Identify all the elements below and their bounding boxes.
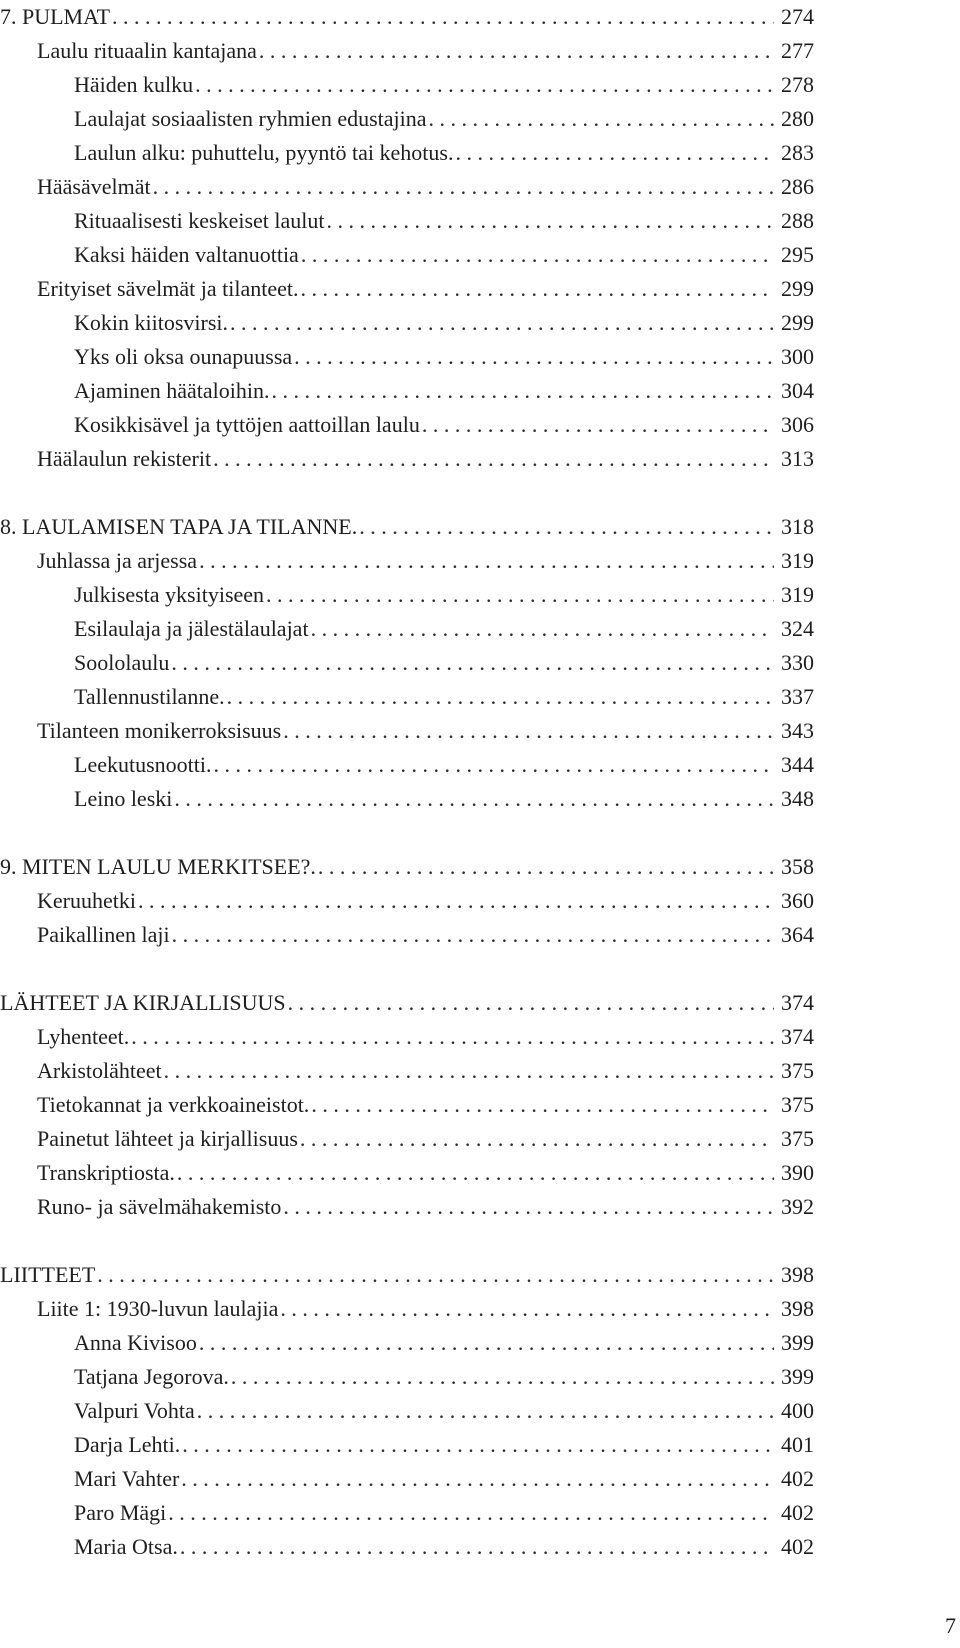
toc-entry	[0, 1292, 814, 1326]
toc-entry-page-number: 344	[781, 752, 814, 777]
toc-entry	[0, 1088, 814, 1122]
toc-entry-title: Paro Mägi	[74, 1500, 167, 1525]
toc-section	[0, 850, 814, 952]
toc-chapter-entry	[0, 850, 814, 884]
toc-entry-title: Kaksi häiden valtanuottia	[74, 242, 299, 267]
toc-entry-page-number: 360	[781, 888, 814, 913]
toc-entry-title: Laulu rituaalin kantajana	[37, 38, 257, 63]
toc-entry-page-number: 319	[781, 582, 814, 607]
dot-leader	[166, 1496, 774, 1530]
toc-entry-title: Lyhenteet.	[37, 1024, 130, 1049]
toc-entry-title: Arkistolähteet	[37, 1058, 162, 1083]
toc-entry-title: Juhlassa ja arjessa	[37, 548, 198, 573]
toc-entry-title: Tietokannat ja verkkoaineistot.	[37, 1092, 310, 1117]
dot-leader	[95, 1258, 774, 1292]
toc-entry-page-number: 358	[781, 854, 814, 879]
toc-entry	[0, 68, 814, 102]
dot-leader	[325, 204, 774, 238]
toc-entry	[0, 578, 814, 612]
toc-entry-page-number: 313	[781, 446, 814, 471]
toc-entry-page-number: 300	[781, 344, 814, 369]
toc-entry-title: Tatjana Jegorova.	[74, 1364, 229, 1389]
toc-entry-title: Häiden kulku	[74, 72, 194, 97]
toc-entry	[0, 544, 814, 578]
toc-entry-title: Anna Kivisoo	[74, 1330, 197, 1355]
toc-entry-title: 8. LAULAMISEN TAPA JA TILANNE.	[0, 514, 358, 539]
dot-leader	[175, 1156, 774, 1190]
toc-entry-title: 7. PULMAT	[0, 4, 111, 29]
toc-entry-page-number: 299	[781, 276, 814, 301]
page-number: 7	[945, 1613, 956, 1638]
toc-entry-title: 9. MITEN LAULU MERKITSEE?.	[0, 854, 316, 879]
toc-entry-page-number: 304	[781, 378, 814, 403]
dot-leader	[299, 238, 774, 272]
toc-entry-page-number: 400	[781, 1398, 814, 1423]
toc-entry	[0, 646, 814, 680]
toc-entry	[0, 170, 814, 204]
toc-entry-title: Leekutusnootti.	[74, 752, 212, 777]
toc-entry-page-number: 324	[781, 616, 814, 641]
toc-entry	[0, 714, 814, 748]
dot-leader	[211, 442, 774, 476]
toc-entry-page-number: 390	[781, 1160, 814, 1185]
toc-entry	[0, 782, 814, 816]
dot-leader	[197, 544, 774, 578]
toc-entry	[0, 34, 814, 68]
dot-leader	[169, 646, 774, 680]
toc-entry-page-number: 288	[781, 208, 814, 233]
dot-leader	[229, 1360, 774, 1394]
dot-leader	[453, 136, 774, 170]
dot-leader	[292, 340, 774, 374]
toc-entry-page-number: 319	[781, 548, 814, 573]
toc-entry	[0, 1428, 814, 1462]
dot-leader	[179, 1462, 774, 1496]
toc-entry-page-number: 277	[781, 38, 814, 63]
toc-entry	[0, 1190, 814, 1224]
dot-leader	[129, 1020, 774, 1054]
dot-leader	[172, 782, 774, 816]
toc-entry-page-number: 375	[781, 1092, 814, 1117]
dot-leader	[178, 1530, 774, 1564]
toc-entry-title: Rituaalisesti keskeiset laulut	[74, 208, 325, 233]
toc-entry-page-number: 402	[781, 1500, 814, 1525]
dot-leader	[357, 510, 774, 544]
dot-leader	[278, 1292, 774, 1326]
toc-entry	[0, 306, 814, 340]
toc-entry-page-number: 318	[781, 514, 814, 539]
toc-chapter-entry	[0, 0, 814, 34]
toc-entry-page-number: 343	[781, 718, 814, 743]
toc-entry-title: Ajaminen häätaloihin.	[74, 378, 270, 403]
toc-entry-title: Painetut lähteet ja kirjallisuus	[37, 1126, 298, 1151]
toc-entry-title: Leino leski	[74, 786, 173, 811]
toc-section	[0, 986, 814, 1224]
toc-entry	[0, 204, 814, 238]
toc-entry-page-number: 295	[781, 242, 814, 267]
toc-entry-title: Kokin kiitosvirsi.	[74, 310, 229, 335]
toc-entry	[0, 884, 814, 918]
dot-leader	[257, 34, 774, 68]
toc-entry-title: Erityiset sävelmät ja tilanteet.	[37, 276, 299, 301]
toc-entry-page-number: 283	[781, 140, 814, 165]
toc-entry-title: Tallennustilanne.	[74, 684, 225, 709]
toc-entry-title: Transkriptiosta.	[37, 1160, 175, 1185]
toc-entry	[0, 1054, 814, 1088]
dot-leader	[110, 0, 774, 34]
toc-section	[0, 510, 814, 816]
dot-leader	[281, 714, 774, 748]
toc-entry-title: Soololaulu	[74, 650, 170, 675]
toc-entry	[0, 1462, 814, 1496]
dot-leader	[228, 306, 774, 340]
toc-entry-page-number: 374	[781, 1024, 814, 1049]
toc-entry-page-number: 286	[781, 174, 814, 199]
toc-entry-page-number: 401	[781, 1432, 814, 1457]
dot-leader	[270, 374, 775, 408]
toc-entry-title: Tilanteen monikerroksisuus	[37, 718, 282, 743]
toc-entry-page-number: 375	[781, 1126, 814, 1151]
toc-entry-page-number: 306	[781, 412, 814, 437]
dot-leader	[180, 1428, 774, 1462]
dot-leader	[197, 1326, 774, 1360]
toc-entry	[0, 612, 814, 646]
toc-entry	[0, 1122, 814, 1156]
toc-entry-title: Mari Vahter	[74, 1466, 180, 1491]
toc-entry-page-number: 402	[781, 1534, 814, 1559]
toc-entry-page-number: 278	[781, 72, 814, 97]
dot-leader	[162, 1054, 774, 1088]
toc-entry-page-number: 299	[781, 310, 814, 335]
toc-entry-title: Paikallinen laji	[37, 922, 170, 947]
toc-entry-title: Maria Otsa.	[74, 1534, 178, 1559]
dot-leader	[427, 102, 774, 136]
toc-entry-page-number: 330	[781, 650, 814, 675]
toc-entry-page-number: 398	[781, 1296, 814, 1321]
toc-entry	[0, 1326, 814, 1360]
dot-leader	[309, 612, 774, 646]
toc-entry	[0, 1530, 814, 1564]
toc-section	[0, 1258, 814, 1564]
dot-leader	[136, 884, 774, 918]
toc-entry-title: LÄHTEET JA KIRJALLISUUS	[0, 990, 286, 1015]
dot-leader	[286, 986, 774, 1020]
toc-entry-title: Keruuhetki	[37, 888, 136, 913]
toc-entry-title: Darja Lehti.	[74, 1432, 181, 1457]
toc-entry	[0, 1020, 814, 1054]
dot-leader	[151, 170, 774, 204]
toc-section	[0, 0, 814, 476]
toc-entry-page-number: 399	[781, 1330, 814, 1355]
dot-leader	[264, 578, 774, 612]
toc-entry-page-number: 402	[781, 1466, 814, 1491]
dot-leader	[309, 1088, 774, 1122]
toc-entry-title: Esilaulaja ja jälestälaulajat	[74, 616, 309, 641]
toc-entry	[0, 374, 814, 408]
toc-entry	[0, 272, 814, 306]
toc-entry	[0, 1156, 814, 1190]
toc-entry	[0, 748, 814, 782]
toc-entry	[0, 1394, 814, 1428]
toc-chapter-entry	[0, 510, 814, 544]
toc-entry	[0, 680, 814, 714]
toc-entry-page-number: 375	[781, 1058, 814, 1083]
toc-entry	[0, 136, 814, 170]
toc-entry-title: Häälaulun rekisterit	[37, 446, 212, 471]
toc-entry-page-number: 274	[781, 4, 814, 29]
toc-chapter-entry	[0, 1258, 814, 1292]
toc-entry-title: Hääsävelmät	[37, 174, 151, 199]
toc-entry-title: LIITTEET	[0, 1262, 96, 1287]
toc-entry-page-number: 399	[781, 1364, 814, 1389]
toc-entry-title: Laulajat sosiaalisten ryhmien edustajina	[74, 106, 427, 131]
toc-entry-page-number: 392	[781, 1194, 814, 1219]
toc-chapter-entry	[0, 986, 814, 1020]
toc-entry-page-number: 337	[781, 684, 814, 709]
dot-leader	[225, 680, 774, 714]
dot-leader	[316, 850, 774, 884]
toc-entry-page-number: 364	[781, 922, 814, 947]
dot-leader	[170, 918, 774, 952]
dot-leader	[193, 68, 774, 102]
toc-entry	[0, 340, 814, 374]
toc-entry-page-number: 280	[781, 106, 814, 131]
dot-leader	[298, 1122, 774, 1156]
toc-entry-page-number: 374	[781, 990, 814, 1015]
dot-leader	[420, 408, 774, 442]
toc-entry-title: Laulun alku: puhuttelu, pyyntö tai kehotus.	[74, 140, 454, 165]
toc-entry-title: Liite 1: 1930-luvun laulajia	[37, 1296, 279, 1321]
toc-entry-title: Julkisesta yksityiseen	[74, 582, 265, 607]
toc-entry-title: Kosikkisävel ja tyttöjen aattoillan laulu	[74, 412, 420, 437]
toc-entry-title: Yks oli oksa ounapuussa	[74, 344, 293, 369]
dot-leader	[281, 1190, 774, 1224]
toc-entry	[0, 102, 814, 136]
toc-entry	[0, 1496, 814, 1530]
toc-entry	[0, 408, 814, 442]
toc-entry	[0, 238, 814, 272]
dot-leader	[298, 272, 774, 306]
toc-entry-title: Valpuri Vohta	[74, 1398, 195, 1423]
toc-entry-page-number: 348	[781, 786, 814, 811]
toc-entry	[0, 918, 814, 952]
toc-entry-page-number: 398	[781, 1262, 814, 1287]
dot-leader	[195, 1394, 774, 1428]
toc-entry	[0, 1360, 814, 1394]
toc-entry-title: Runo- ja sävelmähakemisto	[37, 1194, 282, 1219]
toc-entry	[0, 442, 814, 476]
dot-leader	[211, 748, 774, 782]
